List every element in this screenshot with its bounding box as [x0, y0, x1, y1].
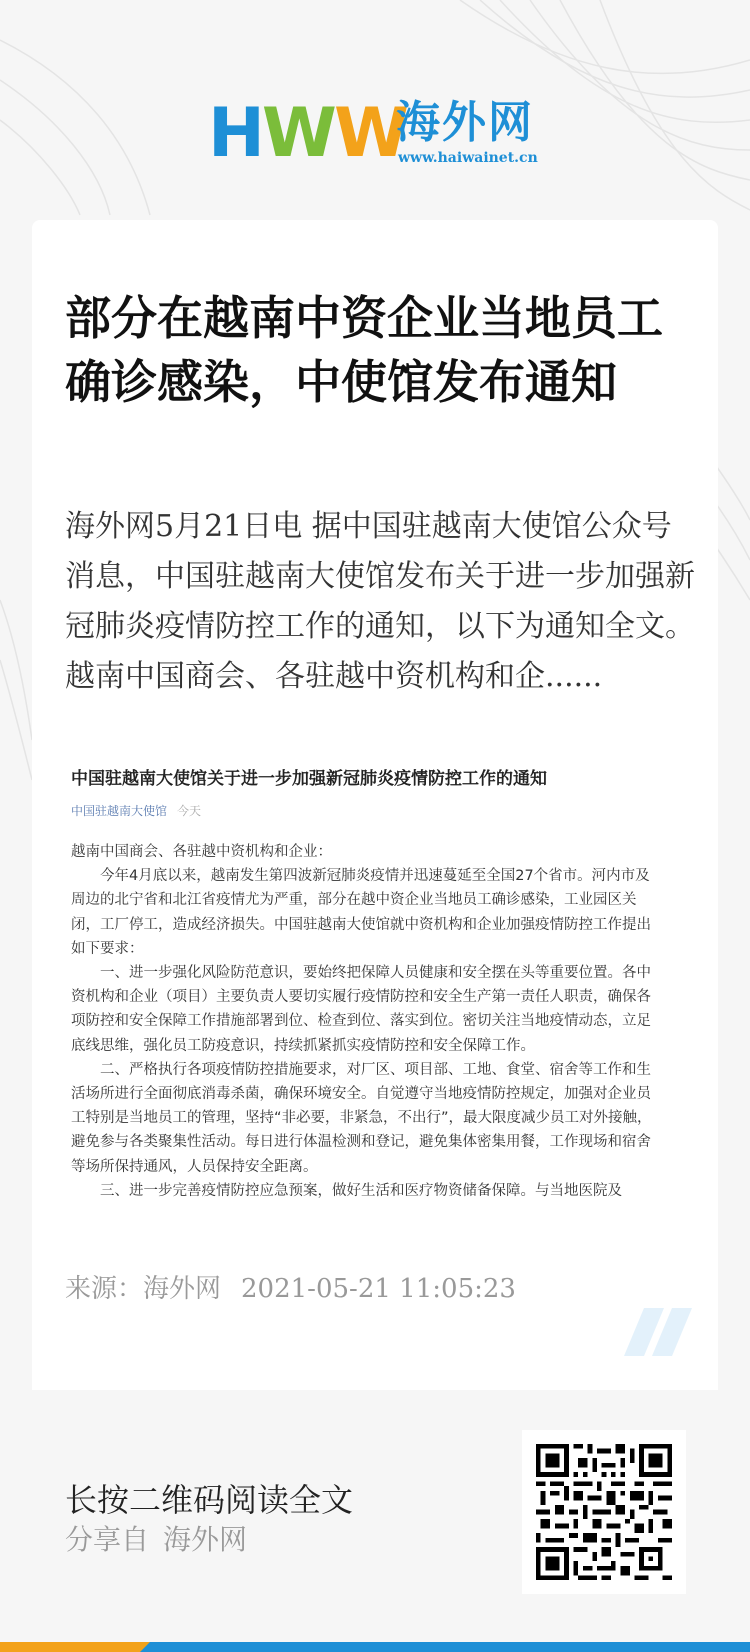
header: [0, 0, 750, 215]
document-title: 中国驻越南大使馆关于进一步加强新冠肺炎疫情防控工作的通知: [71, 769, 547, 789]
decorative-slashes-icon: [624, 1308, 694, 1356]
article-summary: 海外网5月21日电 据中国驻越南大使馆公众号消息，中国驻越南大使馆发布关于进一步加强新冠肺炎疫情防控工作的通知，以下为通知全文。越南中国商会、各驻越中资机构和企......: [65, 509, 695, 694]
share-from: [65, 1518, 247, 1558]
read-full-text-prompt: 长按二维码阅读全文: [65, 1481, 354, 1519]
document-salutation: 越南中国商会、各驻越中资机构和企业：: [71, 844, 332, 860]
document-body: [71, 840, 657, 1203]
logo-hww-mark: [208, 94, 406, 173]
qr-code[interactable]: [522, 1430, 686, 1594]
logo-letter-h: H: [208, 94, 262, 173]
document-paragraph-3: 二、严格执行各项疫情防控措施要求，对厂区、项目部、工地、食堂、宿舍等工作和生活场所进行全面彻底消毒杀菌，确保环境安全。自觉遵守当地疫情防控规定，加强对企业员工特别是当地员工的管理，坚持“非必要，非紧急，不出行”，最大限度减少员工对外接触，避免参与各类聚集性活动。每日进行体温检测和登记，避免集体密集用餐，工作现场和宿舍等场所保持通风，人员保持安全距离。: [71, 1061, 652, 1175]
logo-chinese-name: 海外网: [396, 97, 534, 148]
document-paragraph-1: 今年4月底以来，越南发生第四波新冠肺炎疫情并迅速蔓延至全国27个省市。河内市及周边的北宁省和北江省疫情尤为严重，部分在越中资企业当地员工确诊感染，工业园区关闭，工厂停工，造成经济损失。中国驻越南大使馆就中资机构和企业加强疫情防控工作提出如下要求：: [71, 868, 651, 957]
article-document-image: [65, 760, 695, 1230]
document-fade: [65, 1202, 695, 1230]
article-source: 来源：海外网: [65, 1274, 222, 1304]
share-label: 分享自: [65, 1523, 150, 1556]
document-source-name: 中国驻越南大使馆: [71, 804, 168, 818]
article-card: [32, 220, 718, 1390]
footer: [0, 1390, 750, 1652]
share-site: 海外网: [163, 1523, 248, 1556]
document-paragraph-4: 三、进一步完善疫情防控应急预案，做好生活和医疗物资储备保障。与当地医院及: [71, 1182, 622, 1199]
haiwainet-logo[interactable]: [208, 94, 543, 173]
article-title: 部分在越南中资企业当地员工确诊感染，中使馆发布通知: [65, 291, 663, 409]
logo-letter-w-green: W: [261, 94, 334, 173]
document-time: 今天: [177, 804, 202, 818]
qr-code-icon: [536, 1444, 672, 1580]
logo-letter-w-orange: W: [333, 94, 406, 173]
article-meta: [65, 1268, 516, 1305]
logo-url: www.haiwainet.cn: [398, 150, 538, 166]
article-datetime: 2021-05-21 11:05:23: [241, 1274, 516, 1304]
bottom-accent-bar: [0, 1642, 750, 1652]
document-paragraph-2: 一、进一步强化风险防范意识，要始终把保障人员健康和安全摆在头等重要位置。各中资机构和企业（项目）主要负责人要切实履行疫情防控和安全生产第一责任人职责，确保各项防控和安全保障工作措施部署到位、检查到位、落实到位。密切关注当地疫情动态，立足底线思维，强化员工防疫意识，持续抓紧抓实疫情防控和安全保障工作。: [71, 965, 651, 1054]
document-source: [71, 802, 201, 819]
